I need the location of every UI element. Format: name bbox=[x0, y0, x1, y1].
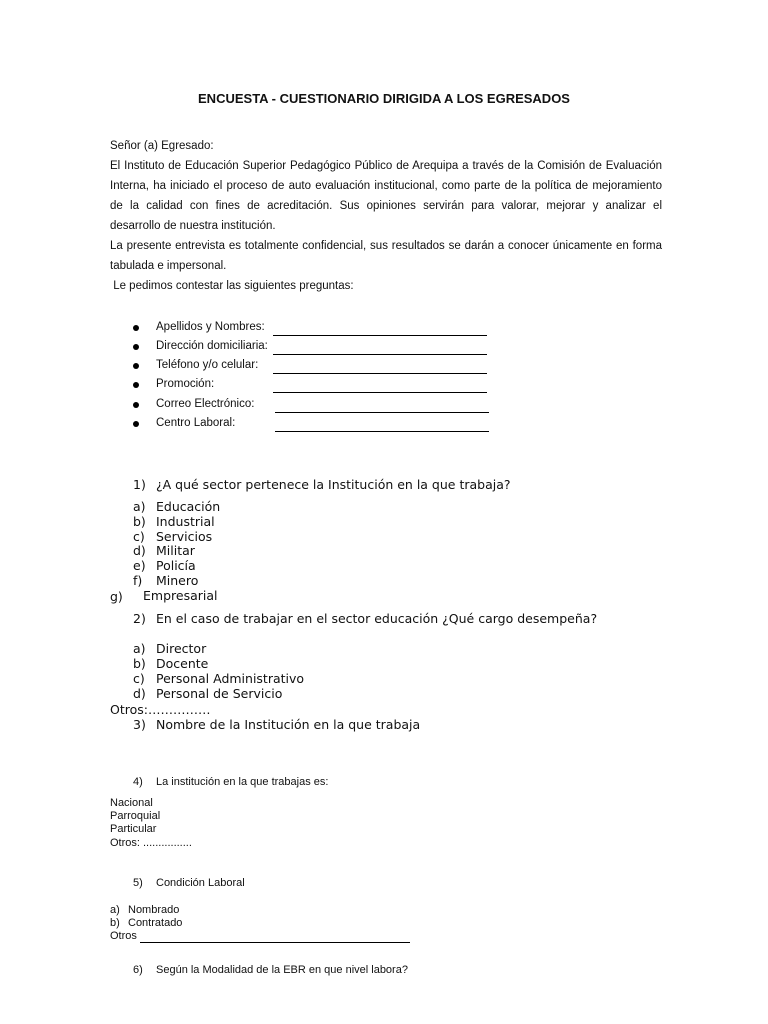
fill-in-line[interactable] bbox=[273, 392, 487, 393]
intro-line: tabulada e impersonal. bbox=[110, 260, 227, 272]
bullet-icon bbox=[133, 363, 139, 369]
fill-in-line[interactable] bbox=[273, 354, 487, 355]
intro-line: La presente entrevista es totalmente confidencial, sus resultados se darán a conocer únicamente en forma bbox=[110, 240, 662, 252]
option-letter: b) bbox=[110, 917, 120, 929]
intro-line: El Instituto de Educación Superior Pedagógico Público de Arequipa a través de la Comisión de Evaluación bbox=[110, 160, 662, 172]
bullet-icon bbox=[133, 382, 139, 388]
option-text: Parroquial bbox=[110, 810, 161, 822]
intro-line: desarrollo de nuestra institución. bbox=[110, 220, 276, 232]
intro-line: Interna, ha iniciado el proceso de auto evaluación institucional, como parte de la política de mejoramiento bbox=[110, 180, 662, 192]
option-letter: b) bbox=[133, 656, 146, 671]
field-label: Apellidos y Nombres: bbox=[156, 321, 265, 333]
fill-in-line[interactable] bbox=[275, 412, 489, 413]
fill-in-line[interactable] bbox=[275, 431, 489, 432]
intro-greeting: Señor (a) Egresado: bbox=[110, 140, 214, 152]
option-letter: g) bbox=[110, 589, 123, 604]
field-correo bbox=[110, 397, 530, 416]
fill-in-line[interactable] bbox=[273, 373, 487, 374]
field-apellidos bbox=[110, 320, 530, 339]
question-text: Condición Laboral bbox=[156, 877, 245, 889]
option-text: Director bbox=[156, 641, 207, 656]
question-number: 3) bbox=[133, 717, 146, 732]
option-text: Nombrado bbox=[128, 904, 180, 916]
option-text: Minero bbox=[156, 573, 199, 588]
option-text: Nacional bbox=[110, 797, 153, 809]
bullet-icon bbox=[133, 421, 139, 427]
field-label: Teléfono y/o celular: bbox=[156, 359, 259, 371]
option-text: Militar bbox=[156, 543, 195, 558]
field-label: Correo Electrónico: bbox=[156, 398, 255, 410]
intro-instruction: Le pedimos contestar las siguientes preguntas: bbox=[110, 280, 354, 292]
fill-in-line[interactable] bbox=[140, 942, 410, 943]
question-number: 2) bbox=[133, 611, 146, 626]
option-text: Empresarial bbox=[143, 588, 218, 603]
question-text: Nombre de la Institución en la que trabaja bbox=[156, 717, 421, 732]
option-letter: f) bbox=[133, 573, 143, 588]
question-text: ¿A qué sector pertenece la Institución en la que trabaja? bbox=[156, 477, 511, 492]
option-letter: c) bbox=[133, 671, 145, 686]
option-text: Policía bbox=[156, 558, 196, 573]
field-label: Promoción: bbox=[156, 378, 215, 390]
question-number: 6) bbox=[133, 964, 143, 976]
option-letter: d) bbox=[133, 686, 146, 701]
field-centro-laboral bbox=[110, 416, 530, 435]
option-text: Servicios bbox=[156, 529, 213, 544]
option-text: Docente bbox=[156, 656, 209, 671]
option-letter: d) bbox=[133, 543, 146, 558]
option-text: Personal Administrativo bbox=[156, 671, 305, 686]
intro-text bbox=[110, 136, 662, 296]
otros-label: Otros bbox=[110, 930, 137, 942]
page-title: ENCUESTA - CUESTIONARIO DIRIGIDA A LOS EGRESADOS bbox=[198, 91, 570, 106]
question-number: 1) bbox=[133, 477, 146, 492]
question-number: 5) bbox=[133, 877, 143, 889]
option-letter: e) bbox=[133, 558, 146, 573]
field-label: Centro Laboral: bbox=[156, 417, 236, 429]
field-label: Dirección domiciliaria: bbox=[156, 340, 268, 352]
otros-field[interactable]: Otros: ................ bbox=[110, 837, 192, 849]
option-letter: b) bbox=[133, 514, 146, 529]
option-text: Educación bbox=[156, 499, 221, 514]
option-letter: a) bbox=[133, 641, 146, 656]
intro-line: de la calidad con fines de acreditación. Sus opiniones servirán para valorar, mejorar y analizar el bbox=[110, 200, 662, 212]
bullet-icon bbox=[133, 402, 139, 408]
bullet-icon bbox=[133, 325, 139, 331]
question-text: La institución en la que trabajas es: bbox=[156, 776, 329, 788]
option-text: Industrial bbox=[156, 514, 215, 529]
field-direccion bbox=[110, 339, 530, 358]
question-number: 4) bbox=[133, 776, 143, 788]
otros-field[interactable]: Otros:…………… bbox=[110, 702, 211, 717]
question-text: En el caso de trabajar en el sector educación ¿Qué cargo desempeña? bbox=[156, 611, 598, 626]
option-text: Particular bbox=[110, 823, 157, 835]
bullet-icon bbox=[133, 344, 139, 350]
option-text: Contratado bbox=[128, 917, 183, 929]
option-text: Personal de Servicio bbox=[156, 686, 283, 701]
field-telefono bbox=[110, 358, 530, 377]
option-letter: a) bbox=[133, 499, 146, 514]
fill-in-line[interactable] bbox=[273, 335, 487, 336]
question-text: Según la Modalidad de la EBR en que nivel labora? bbox=[156, 964, 408, 976]
field-promocion bbox=[110, 377, 530, 396]
option-letter: a) bbox=[110, 904, 120, 916]
option-letter: c) bbox=[133, 529, 145, 544]
